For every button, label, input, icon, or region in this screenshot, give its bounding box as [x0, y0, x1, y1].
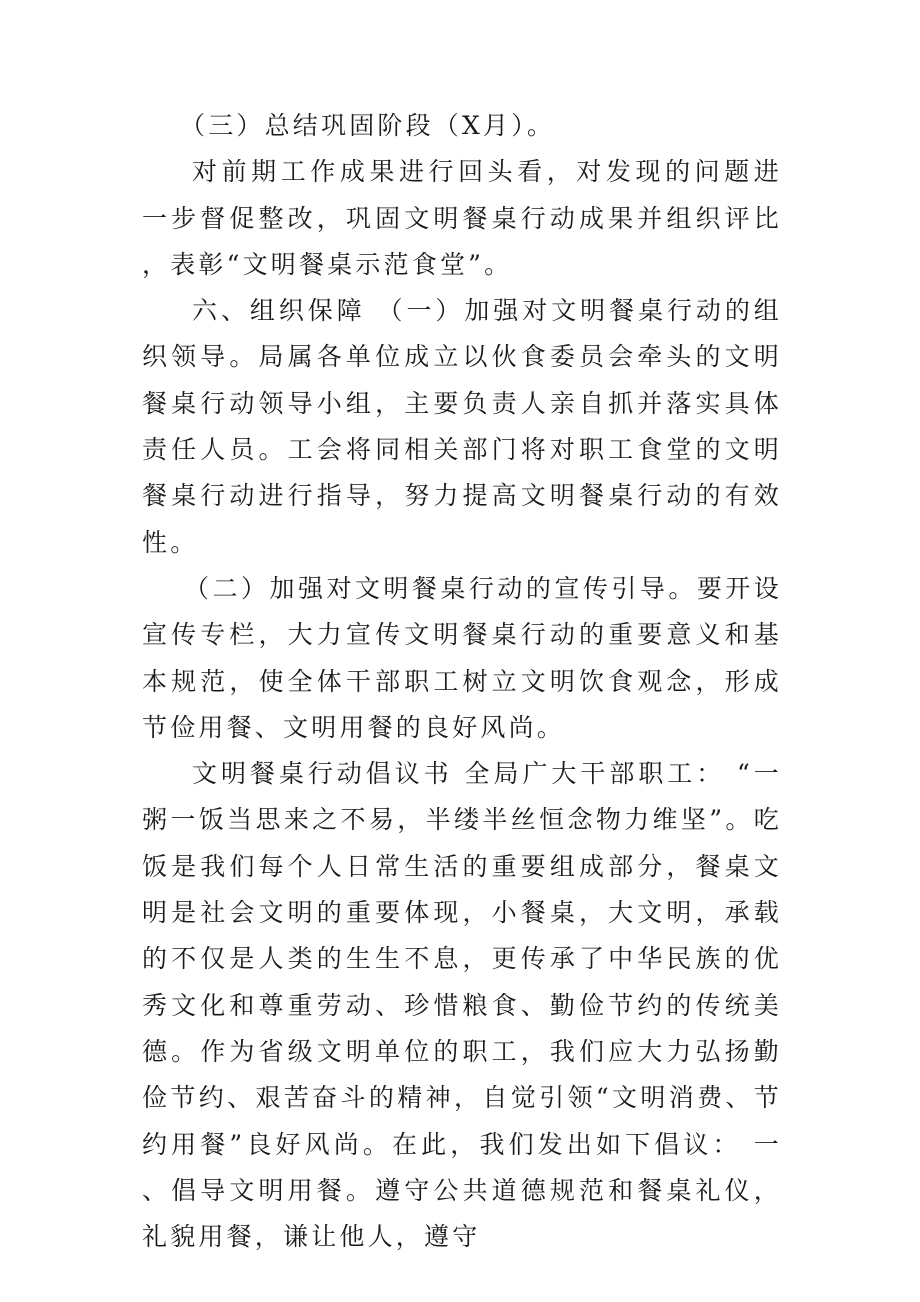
paragraph-publicity: （二）加强对文明餐桌行动的宣传引导。要开设宣传专栏，大力宣传文明餐桌行动的重要意义和基本规范，使全体干部职工树立文明饮食观念，形成节俭用餐、文明用餐的良好风尚。: [142, 573, 782, 742]
paragraph-review: 对前期工作成果进行回头看，对发现的问题进一步督促整改，巩固文明餐桌行动成果并组织评比，表彰“文明餐桌示范食堂”。: [142, 157, 782, 279]
section-heading-summary-phase: （三）总结巩固阶段（X月）。: [180, 111, 556, 140]
paragraph-proposal: 文明餐桌行动倡议书 全局广大干部职工： “一粥一饭当思来之不易，半缕半丝恒念物力维坚”。吃饭是我们每个人日常生活的重要组成部分，餐桌文明是社会文明的重要体现，小餐桌，大文明，承载的不仅是人类的生生不息，更传承了中华民族的优秀文化和尊重劳动、珍惜粮食、勤俭节约的传统美德。作为省级文明单位的职工，我们应大力弘扬勤俭节约、艰苦奋斗的精神，自觉引领“文明消费、节约用餐”良好风尚。在此，我们发出如下倡议： 一、倡导文明用餐。遵守公共道德规范和餐桌礼仪，礼貌用餐，谦让他人，遵守: [142, 759, 782, 1252]
document-body: [142, 103, 782, 1260]
paragraph-organization: 六、组织保障 （一）加强对文明餐桌行动的组织领导。局属各单位成立以伙食委员会牵头的文明餐桌行动领导小组，主要负责人亲自抓并落实具体责任人员。工会将同相关部门将对职工食堂的文明餐桌行动进行指导，努力提高文明餐桌行动的有效性。: [142, 296, 782, 557]
